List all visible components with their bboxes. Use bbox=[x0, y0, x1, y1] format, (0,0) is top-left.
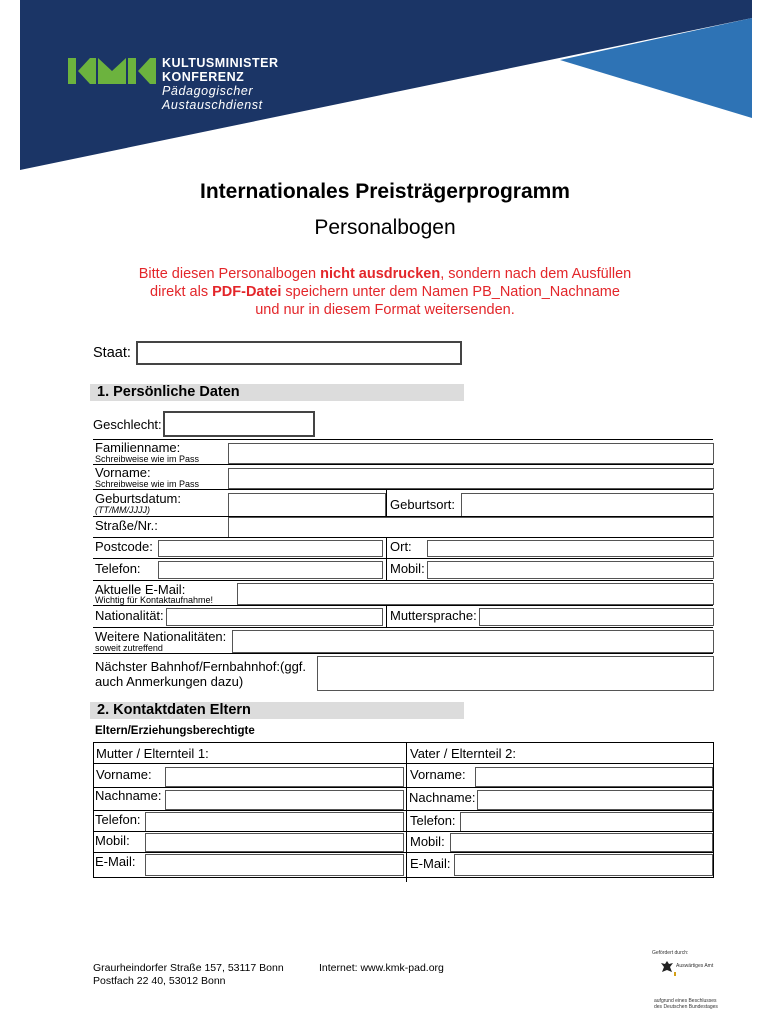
mutter-email-input[interactable] bbox=[145, 854, 404, 876]
email-hint: Wichtig für Kontaktaufnahme! bbox=[95, 595, 214, 605]
strasse-label: Straße/Nr.: bbox=[95, 518, 158, 533]
vorname-input[interactable] bbox=[228, 468, 714, 489]
page-subtitle: Personalbogen bbox=[314, 216, 456, 239]
email-label: Aktuelle E-Mail: bbox=[95, 582, 186, 597]
logo-wordmark bbox=[162, 56, 279, 112]
divider bbox=[93, 489, 713, 490]
logo-line-3: Pädagogischer bbox=[162, 84, 254, 98]
bahnhof-label-2: auch Anmerkungen dazu) bbox=[95, 674, 244, 689]
email-input[interactable] bbox=[237, 583, 714, 605]
mutter-telefon-label: Telefon: bbox=[95, 812, 141, 827]
geschlecht-label: Geschlecht: bbox=[93, 417, 162, 432]
divider bbox=[93, 653, 713, 654]
footer-address-line-1: Graurheindorfer Straße 157, 53117 Bonn bbox=[93, 962, 284, 974]
notice-emphasis: nicht ausdrucken bbox=[320, 266, 441, 282]
familienname-label: Familienname: bbox=[95, 440, 181, 455]
weitere-label: Weitere Nationalitäten: bbox=[95, 629, 227, 644]
weitere-input[interactable] bbox=[232, 630, 714, 653]
logo-line-4: Austauschdienst bbox=[162, 98, 263, 112]
vater-email-input[interactable] bbox=[454, 854, 713, 876]
geburtsdatum-input[interactable] bbox=[228, 493, 386, 517]
mutter-vorname-label: Vorname: bbox=[96, 767, 152, 782]
geburtsdatum-hint: (TT/MM/JJJJ) bbox=[95, 505, 150, 515]
notice-text: direkt als bbox=[150, 284, 213, 300]
vater-vorname-input[interactable] bbox=[475, 767, 713, 787]
divider bbox=[93, 810, 713, 811]
ort-label: Ort: bbox=[390, 539, 412, 554]
divider bbox=[93, 763, 713, 764]
section-2-subtitle: Eltern/Erziehungsberechtigte bbox=[95, 725, 255, 737]
telefon-label: Telefon: bbox=[95, 561, 141, 576]
divider bbox=[93, 852, 713, 853]
divider bbox=[386, 605, 387, 627]
vorname-hint: Schreibweise wie im Pass bbox=[95, 479, 200, 489]
section-2-header: 2. Kontaktdaten Eltern bbox=[90, 702, 464, 719]
divider bbox=[93, 464, 713, 465]
divider bbox=[713, 742, 714, 878]
vater-vorname-label: Vorname: bbox=[410, 767, 466, 782]
section-1-header: 1. Persönliche Daten bbox=[90, 384, 464, 401]
vater-email-label: E-Mail: bbox=[410, 856, 451, 871]
staat-label: Staat: bbox=[93, 345, 131, 361]
kmk-logo-icon bbox=[68, 58, 156, 84]
vater-nachname-label: Nachname: bbox=[409, 790, 476, 805]
staat-input[interactable] bbox=[136, 341, 462, 365]
vater-mobil-input[interactable] bbox=[450, 833, 713, 852]
mobil-label: Mobil: bbox=[390, 561, 425, 576]
funder-note bbox=[654, 998, 718, 1010]
mutter-nachname-input[interactable] bbox=[165, 790, 404, 810]
divider bbox=[93, 605, 713, 606]
divider bbox=[93, 439, 713, 440]
footer-address bbox=[93, 962, 284, 988]
mutter-mobil-label: Mobil: bbox=[95, 833, 130, 848]
divider bbox=[386, 537, 387, 581]
vater-nachname-input[interactable] bbox=[477, 790, 713, 810]
notice-text: und nur in diesem Format weitersenden. bbox=[255, 302, 515, 318]
geschlecht-select[interactable] bbox=[163, 411, 315, 437]
divider bbox=[93, 558, 713, 559]
logo-line-1: KULTUSMINISTER bbox=[162, 56, 279, 70]
divider bbox=[93, 537, 713, 538]
nationalitaet-input[interactable] bbox=[166, 608, 383, 626]
bahnhof-input[interactable] bbox=[317, 656, 714, 691]
mutter-nachname-label: Nachname: bbox=[95, 788, 162, 803]
telefon-input[interactable] bbox=[158, 561, 383, 579]
header-banner bbox=[0, 0, 770, 175]
weitere-hint: soweit zutreffend bbox=[95, 643, 163, 653]
familienname-input[interactable] bbox=[228, 443, 714, 464]
footer-address-line-2: Postfach 22 40, 53012 Bonn bbox=[93, 975, 226, 987]
divider bbox=[93, 627, 713, 628]
vater-telefon-label: Telefon: bbox=[410, 813, 456, 828]
logo-line-2: KONFERENZ bbox=[162, 70, 245, 84]
vater-heading: Vater / Elternteil 2: bbox=[410, 746, 516, 761]
postcode-input[interactable] bbox=[158, 540, 383, 557]
bahnhof-label-1: Nächster Bahnhof/Fernbahnhof:(ggf. bbox=[95, 659, 307, 674]
save-instructions bbox=[0, 265, 770, 319]
footer-internet: Internet: www.kmk-pad.org bbox=[319, 962, 444, 974]
nationalitaet-label: Nationalität: bbox=[95, 608, 164, 623]
notice-text: , sondern nach dem Ausfüllen bbox=[440, 266, 632, 282]
notice-emphasis: PDF-Datei bbox=[212, 284, 282, 300]
eagle-emblem-icon bbox=[660, 960, 674, 974]
divider bbox=[93, 831, 713, 832]
mutter-email-label: E-Mail: bbox=[95, 854, 136, 869]
muttersprache-label: Muttersprache: bbox=[390, 608, 477, 623]
geburtsort-label: Geburtsort: bbox=[390, 497, 456, 512]
ort-input[interactable] bbox=[427, 540, 714, 557]
strasse-input[interactable] bbox=[228, 517, 714, 538]
divider bbox=[93, 742, 713, 743]
mobil-input[interactable] bbox=[427, 561, 714, 579]
divider bbox=[93, 787, 713, 788]
page-title: Internationales Preisträgerprogramm bbox=[200, 180, 570, 203]
mutter-telefon-input[interactable] bbox=[145, 812, 404, 832]
familienname-hint: Schreibweise wie im Pass bbox=[95, 454, 200, 464]
notice-text: Bitte diesen Personalbogen bbox=[138, 266, 321, 282]
funder-caption: Gefördert durch: bbox=[652, 950, 689, 956]
flag-stripe bbox=[674, 972, 676, 976]
funder-note-line-2: des Deutschen Bundestages bbox=[654, 1004, 718, 1010]
mutter-heading: Mutter / Elternteil 1: bbox=[96, 746, 209, 761]
mutter-vorname-input[interactable] bbox=[165, 767, 404, 787]
vater-telefon-input[interactable] bbox=[460, 812, 713, 832]
vorname-label: Vorname: bbox=[95, 465, 151, 480]
geburtsort-input[interactable] bbox=[461, 493, 714, 517]
postcode-label: Postcode: bbox=[95, 539, 153, 554]
divider bbox=[93, 877, 713, 878]
funder-name: Auswärtiges Amt bbox=[676, 963, 714, 969]
notice-text: speichern unter dem Namen PB_Nation_Nachname bbox=[281, 284, 620, 300]
mutter-mobil-input[interactable] bbox=[145, 833, 404, 852]
funder-note-line-1: aufgrund eines Beschlusses bbox=[654, 998, 717, 1004]
divider bbox=[386, 489, 387, 517]
divider bbox=[93, 580, 713, 581]
vater-mobil-label: Mobil: bbox=[410, 834, 445, 849]
muttersprache-input[interactable] bbox=[479, 608, 714, 626]
geburtsdatum-label: Geburtsdatum: bbox=[95, 491, 181, 506]
